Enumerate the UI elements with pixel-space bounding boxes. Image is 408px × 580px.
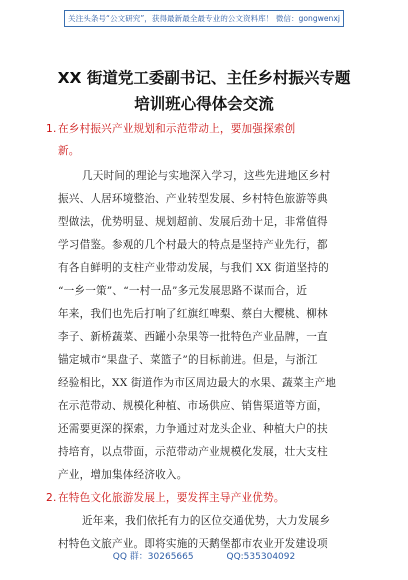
paragraph-1-line: 产业，增加集体经济收入。 — [58, 469, 188, 481]
paragraph-1-line: 还需要更深的探索，力争通过对龙头企业、种植大户的扶 — [58, 423, 328, 435]
promo-banner — [64, 10, 344, 27]
section-heading-1-line-1: 在乡村振兴产业规划和示范带动上，要加强探索创 — [58, 123, 296, 135]
section-heading-1-line-2: 新。 — [58, 145, 80, 157]
section-heading-2-text: 在特色文化旅游发展上，要发挥主导产业优势。 — [58, 492, 285, 504]
paragraph-1-line: 振兴、人居环境整治、产业转型发展、乡村特色旅游等典 — [58, 193, 328, 205]
paragraph-1-line: 型做法，优势明显、规划超前、发展后劲十足，非常值得 — [58, 216, 328, 228]
paragraph-1-line: 在示范带动、规模化种植、市场供应、销售渠道等方面， — [58, 400, 328, 412]
promo-banner-text: 关注头条号“公文研究”，获得最新最全最专业的公文资料库！ 微信：gongwenxj — [68, 14, 340, 23]
paragraph-1-line: 年来，我们也先后打响了红旗红啤梨、蔡白大樱桃、柳林 — [58, 308, 328, 320]
section-heading-1 — [46, 121, 354, 137]
paragraph-1-line: 有各自鲜明的支柱产业带动发展，与我们 XX 街道坚持的 — [58, 262, 329, 274]
section-heading-2 — [46, 490, 354, 506]
paragraph-2-line: 村特色文旅产业。即将实施的天鹅堡都市农业开发建设项 — [58, 538, 328, 550]
section-heading-1-number: 1. — [46, 123, 57, 135]
paragraph-2-line: 近年来，我们依托有力的区位交通优势，大力发展乡 — [82, 515, 331, 527]
paragraph-1-line: 经验相比，XX 街道作为市区周边最大的水果、蔬菜主产地 — [58, 377, 337, 389]
qq-contact-label: QQ:535304092 — [226, 552, 296, 562]
paragraph-1-line: “一乡一策”、“一村一品”多元发展思路不谋而合，近 — [58, 285, 308, 297]
paragraph-1-line: 持培育，以点带面，示范带动产业规模化发展，壮大支柱 — [58, 446, 328, 458]
page-footer — [0, 549, 408, 562]
section-heading-2-number: 2. — [46, 492, 57, 504]
document-title-line-1: XX 街道党工委副书记、主任乡村振兴专题 — [57, 69, 351, 87]
qq-group-label: QQ 群：30265665 — [112, 552, 194, 562]
paragraph-1-line: 李子、新桥蔬菜、西罐小杂果等一批特色产业品牌，一直 — [58, 331, 328, 343]
paragraph-1-line: 学习借鉴。参观的几个村最大的特点是坚持产业先行，都 — [58, 239, 328, 251]
document-title-line-2: 培训班心得体会交流 — [134, 95, 274, 113]
paragraph-1-line: 几天时间的理论与实地深入学习，这些先进地区乡村 — [82, 170, 331, 182]
paragraph-1-line: 锚定城市“果盘子、菜篮子”的目标前进。但是，与浙江 — [58, 354, 318, 366]
